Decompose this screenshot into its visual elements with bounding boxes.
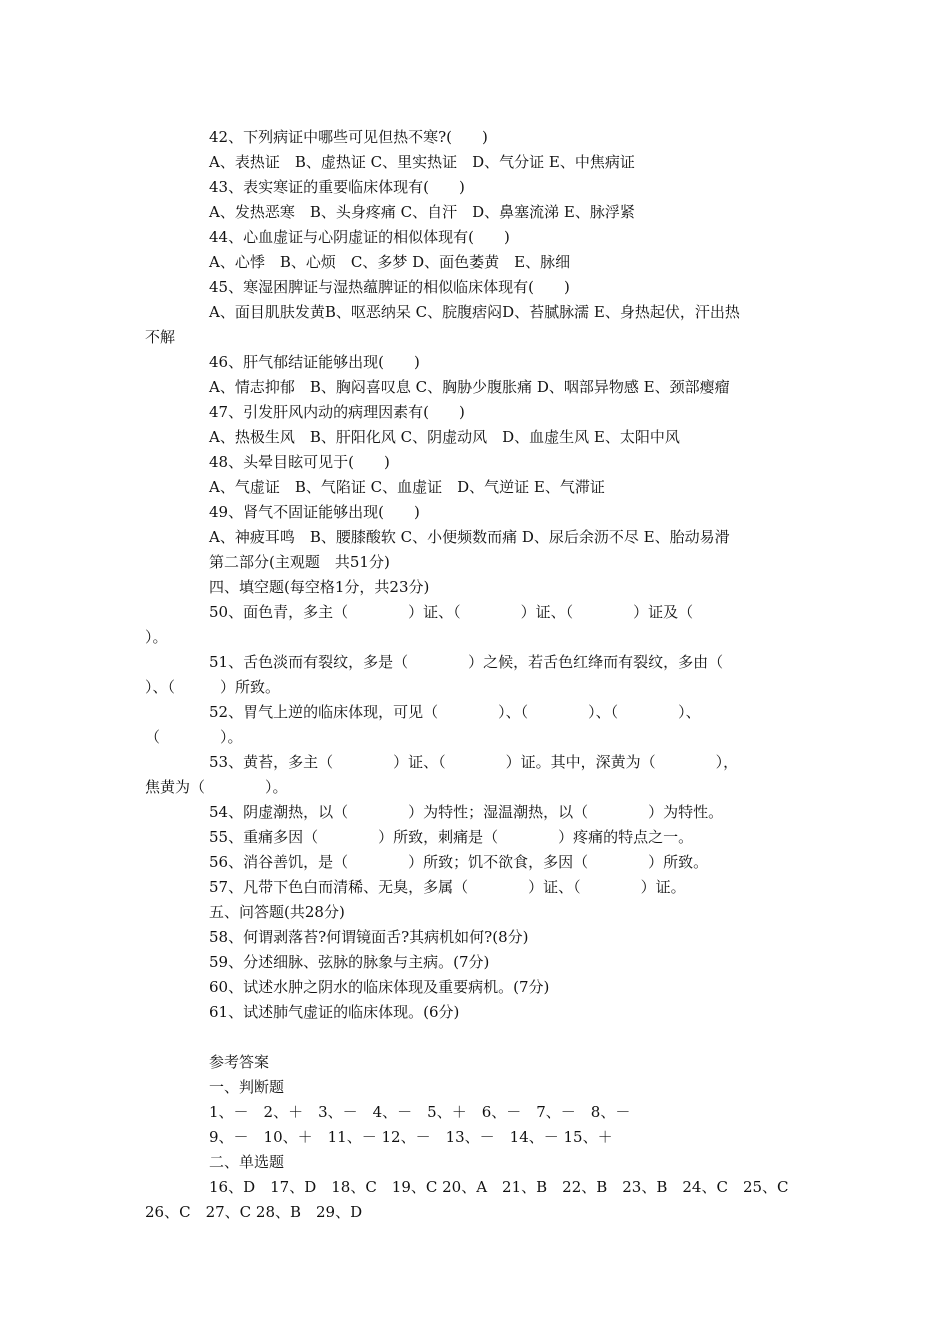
text-line: ）。 bbox=[145, 628, 168, 646]
text-line: 不解 bbox=[145, 328, 176, 346]
text-line: 1、－ 2、＋ 3、－ 4、－ 5、＋ 6、－ 7、－ 8、－ bbox=[209, 1103, 631, 1121]
text-line: 50、面色青，多主（ ）证、（ ）证、（ ）证及（ bbox=[209, 603, 694, 621]
text-line: A、心悸 B、心烦 C、多梦 D、面色萎黄 E、脉细 bbox=[209, 253, 571, 271]
text-line: A、发热恶寒 B、头身疼痛 C、自汗 D、鼻塞流涕 E、脉浮紧 bbox=[209, 203, 635, 221]
text-line: 53、黄苔，多主（ ）证、（ ）证。其中，深黄为（ ）， bbox=[209, 753, 739, 771]
text-line: 57、凡带下色白而清稀、无臭，多属（ ）证、（ ）证。 bbox=[209, 878, 686, 896]
text-line: 54、阴虚潮热，以（ ）为特性；湿温潮热，以（ ）为特性。 bbox=[209, 803, 724, 821]
text-line: 焦黄为（ ）。 bbox=[145, 778, 288, 796]
text-line: 56、消谷善饥，是（ ）所致；饥不欲食，多因（ ）所致。 bbox=[209, 853, 709, 871]
text-line: 四、填空题(每空格1分，共23分) bbox=[209, 578, 430, 596]
text-line: 58、何谓剥落苔?何谓镜面舌?其病机如何?(8分) bbox=[209, 928, 529, 946]
text-line: 47、引发肝风内动的病理因素有( ) bbox=[209, 403, 465, 421]
text-line: A、面目肌肤发黄B、呕恶纳呆 C、脘腹痞闷D、苔腻脉濡 E、身热起伏，汗出热 bbox=[209, 303, 740, 321]
text-line: 9、－ 10、＋ 11、－ 12、－ 13、－ 14、－ 15、＋ bbox=[209, 1128, 613, 1146]
text-line: 52、胃气上逆的临床体现，可见（ ）、（ ）、（ ）、 bbox=[209, 703, 701, 721]
text-line: ）、（ ）所致。 bbox=[145, 678, 281, 696]
text-line: 43、表实寒证的重要临床体现有( ) bbox=[209, 178, 465, 196]
text-line: A、表热证 B、虚热证 C、里实热证 D、气分证 E、中焦病证 bbox=[209, 153, 635, 171]
text-line: 45、寒湿困脾证与湿热蕴脾证的相似临床体现有( ) bbox=[209, 278, 570, 296]
text-line: （ ）。 bbox=[145, 728, 243, 746]
text-line: 46、肝气郁结证能够出现( ) bbox=[209, 353, 420, 371]
text-line: A、热极生风 B、肝阳化风 C、阴虚动风 D、血虚生风 E、太阳中风 bbox=[209, 428, 680, 446]
document-body bbox=[145, 125, 805, 1225]
text-line: 49、肾气不固证能够出现( ) bbox=[209, 503, 420, 521]
text-line: 55、重痛多因（ ）所致，刺痛是（ ）疼痛的特点之一。 bbox=[209, 828, 694, 846]
text-line: 参考答案 bbox=[209, 1053, 270, 1071]
text-line: 48、头晕目眩可见于( ) bbox=[209, 453, 390, 471]
text-line: 44、心血虚证与心阴虚证的相似体现有( ) bbox=[209, 228, 510, 246]
text-line: 一、判断题 bbox=[209, 1078, 285, 1096]
text-line: 第二部分(主观题 共51分) bbox=[209, 553, 390, 571]
text-line: A、神疲耳鸣 B、腰膝酸软 C、小便频数而痛 D、尿后余沥不尽 E、胎动易滑 bbox=[209, 528, 730, 546]
text-line: 26、C 27、C 28、B 29、D bbox=[145, 1203, 363, 1221]
text-line: A、情志抑郁 B、胸闷喜叹息 C、胸胁少腹胀痛 D、咽部异物感 E、颈部瘿瘤 bbox=[209, 378, 730, 396]
text-line: 二、单选题 bbox=[209, 1153, 285, 1171]
text-line: 59、分述细脉、弦脉的脉象与主病。(7分) bbox=[209, 953, 490, 971]
text-line: 61、试述肺气虚证的临床体现。(6分) bbox=[209, 1003, 460, 1021]
text-line: 16、D 17、D 18、C 19、C 20、A 21、B 22、B 23、B 24、C 25、C bbox=[209, 1178, 789, 1196]
text-line: 五、问答题(共28分) bbox=[209, 903, 345, 921]
blank-line bbox=[145, 1025, 805, 1050]
text-line: A、气虚证 B、气陷证 C、血虚证 D、气逆证 E、气滞证 bbox=[209, 478, 605, 496]
text-line: 51、舌色淡而有裂纹，多是（ ）之候，若舌色红绛而有裂纹，多由（ bbox=[209, 653, 724, 671]
text-line: 60、试述水肿之阴水的临床体现及重要病机。(7分) bbox=[209, 978, 550, 996]
text-line: 42、下列病证中哪些可见但热不寒?( ) bbox=[209, 128, 488, 146]
